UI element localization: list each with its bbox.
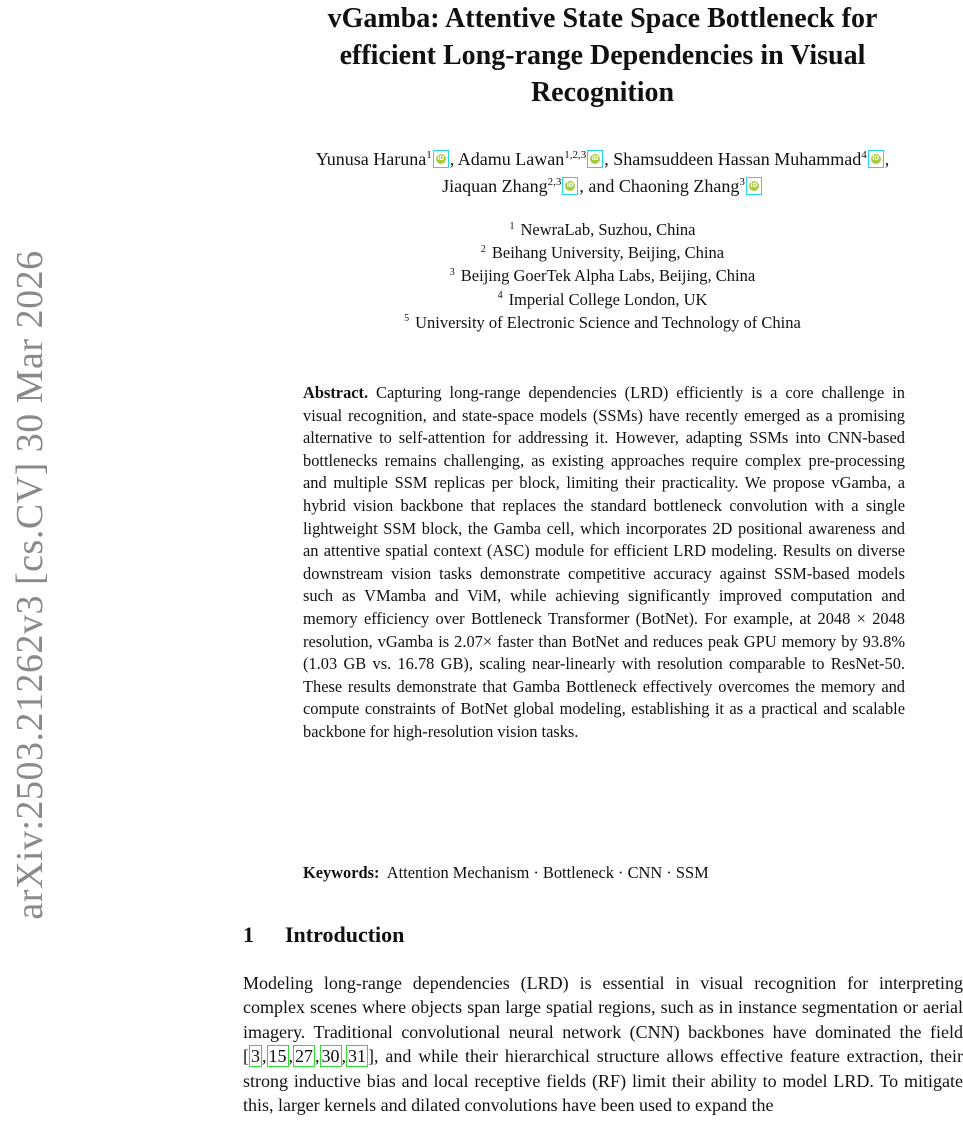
orcid-icon[interactable]: iD (433, 150, 449, 168)
author-separator: , (449, 149, 458, 169)
affiliation-number: 3 (449, 266, 455, 278)
arxiv-sidebar (0, 0, 60, 960)
abstract (303, 382, 905, 744)
affiliation (240, 311, 963, 334)
title-line: Recognition (530, 77, 675, 108)
affiliation (240, 264, 963, 287)
affiliation-text: Beihang University, Beijing, China (491, 243, 725, 263)
orcid-icon[interactable]: iD (587, 150, 603, 168)
affiliation-number: 1 (509, 220, 515, 232)
orcid-icon[interactable]: iD (562, 177, 578, 195)
author-affil-sup: 1,2,3 (564, 149, 587, 161)
title-line: efficient Long-range Dependencies in Visual (339, 40, 866, 71)
citation-link[interactable]: 27 (295, 1046, 313, 1067)
title-line: vGamba: Attentive State Space Bottleneck for (327, 3, 878, 34)
author-separator: , (604, 149, 614, 169)
affiliation-text: NewraLab, Suzhou, China (520, 220, 696, 239)
paper-title (240, 0, 963, 111)
author-name: Adamu Lawan (457, 149, 565, 169)
author-and: , and (579, 176, 619, 196)
affiliation-text: Beijing GoerTek Alpha Labs, Beijing, China (460, 266, 756, 286)
abstract-text: Capturing long-range dependencies (LRD) efficiently is a core challenge in visual recognition, and state-space models (SSMs) have recently emerged as a promising alternative to self-attention for addressing it. However, adapting SSMs into CNN-based bottlenecks remains challenging, as existing approaches require complex pre-processing and multiple SSM replicas per block, limiting their practicality. We propose vGamba, a hybrid vision backbone that replaces the standard bottleneck convolution with a single lightweight SSM block, the Gamba cell, which incorporates 2D positional awareness and an attentive spatial context (ASC) module for efficient LRD modeling. Results on diverse downstream vision tasks demonstrate competitive accuracy against SSM-based models such as VMamba and ViM, while achieving significantly improved computation and memory efficiency over Bottleneck Transformer (BotNet). For example, at 2048 × 2048 resolution, vGamba is 2.07× faster than BotNet and reduces peak GPU memory by 93.8% (1.03 GB vs. 16.78 GB), scaling near-linearly with resolution comparable to ResNet-50. These results demonstrate that Gamba Bottleneck effectively overcomes the memory and compute constraints of BotNet global modeling, establishing it as a practical and scalable backbone for high-resolution vision tasks. (303, 383, 905, 741)
section-heading (243, 922, 404, 948)
intro-paragraph: Modeling long-range dependencies (LRD) is essential in visual recognition for interpreting complex scenes where objects span large spatial regions, such as in instance segmentation or aerial imagery. Traditional convolutional neural network (CNN) backbones have dominated the field [ 3 , 15 , 27 , 30 , 31 ], and while their hierarchical structure allows effective feature extraction, their strong inductive bias and local receptive fields (RF) limit their ability to model LRD. To mitigate this, larger kernels and dilated convolutions have been used to expand the (243, 973, 963, 1116)
author-list (235, 146, 963, 200)
keywords-text: Attention Mechanism · Bottleneck · CNN · SSM (386, 863, 709, 882)
author-name: Jiaquan Zhang (442, 176, 548, 196)
intro-text: ], and while their hierarchical structure allows effective feature extraction, their strong inductive bias and local receptive fields (RF) limit their ability to model LRD. To mitigate this, larger kernels and dilated convolutions have been used to expand the (243, 1046, 963, 1116)
citation-link[interactable]: 15 (268, 1046, 287, 1067)
section-title: Introduction (285, 922, 405, 947)
intro-text: Modeling long-range dependencies (LRD) is essential in visual recognition for interpreting complex scenes where objects span large spatial regions, such as in instance segmentation or aerial imagery. Traditional convolutional neural network (CNN) backbones have dominated the field [ (243, 973, 963, 1067)
author-affil-sup: 1 (426, 149, 432, 161)
author-name: Yunusa Haruna (315, 149, 427, 169)
keywords (303, 862, 923, 884)
citation-link[interactable]: 30 (321, 1046, 340, 1067)
section-number: 1 (243, 922, 254, 947)
affiliation-number: 5 (404, 313, 410, 325)
orcid-icon[interactable]: iD (868, 150, 884, 168)
affiliation (240, 241, 963, 264)
author-line: Yunusa Haruna$^1$ iD , Adamu Lawan$^{1,2,3}$ iD , Shamsuddeen Hassan Muhammad$^4$ iD , (315, 149, 890, 169)
affiliation (240, 288, 963, 311)
affiliation-text: Imperial College London, UK (508, 289, 708, 309)
affiliation (240, 218, 963, 241)
affiliation-list (240, 218, 963, 334)
affiliation-number: 4 (497, 290, 503, 302)
affiliation-text: University of Electronic Science and Technology of China (415, 312, 801, 332)
citation-link[interactable]: 3 (251, 1046, 260, 1067)
affiliation-number: 2 (480, 243, 486, 255)
keywords-label: Keywords: (303, 863, 380, 882)
abstract-label: Abstract. (303, 383, 369, 402)
author-affil-sup: 3 (739, 176, 745, 188)
citation-link[interactable]: 31 (348, 1046, 366, 1067)
author-name: Shamsuddeen Hassan Muhammad (613, 149, 862, 169)
orcid-icon[interactable]: iD (746, 177, 762, 195)
author-affil-sup: 2,3 (547, 176, 562, 188)
author-name: Chaoning Zhang (618, 176, 740, 196)
author-affil-sup: 4 (861, 149, 867, 161)
arxiv-identifier: arXiv:2503.21262v3 [cs.CV] 30 Mar 2026 (9, 250, 51, 920)
author-line (235, 173, 963, 200)
